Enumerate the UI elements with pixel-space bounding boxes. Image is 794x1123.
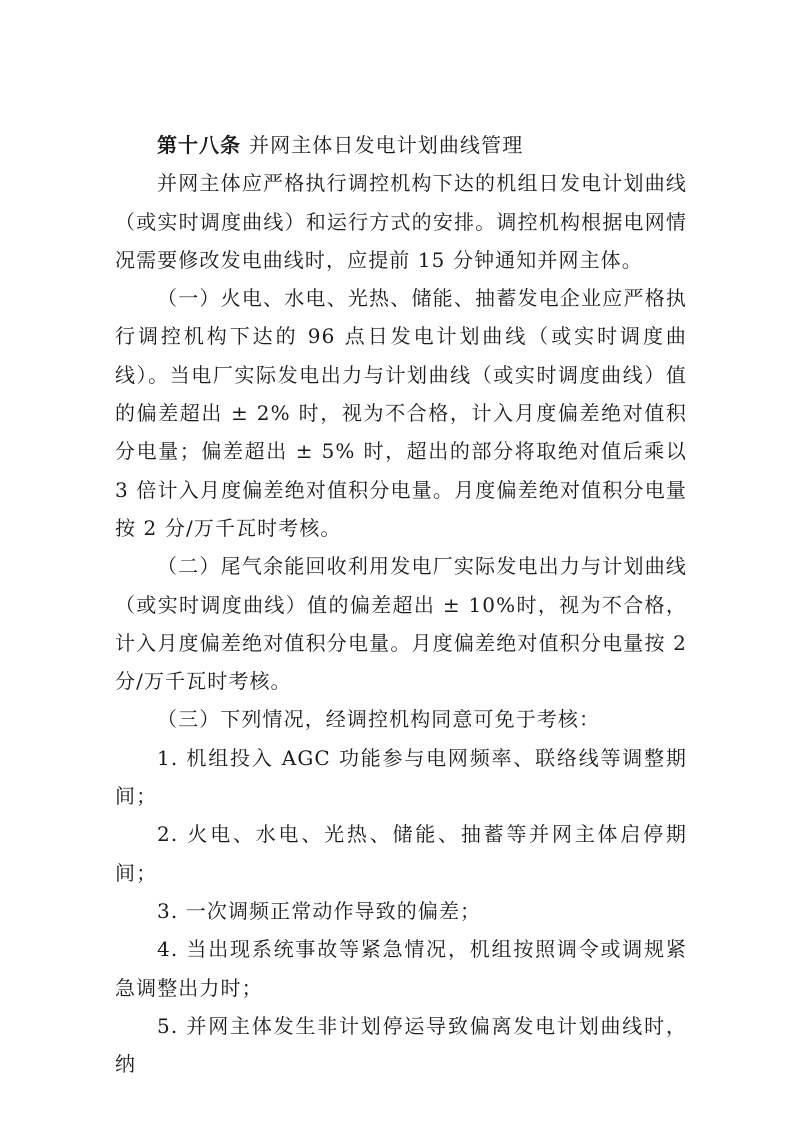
list-item-5: 5. 并网主体发生非计划停运导致偏离发电计划曲线时，纳 xyxy=(115,1013,687,1077)
list-item-4: 4. 当出现系统事故等紧急情况，机组按照调令或调规紧急调整出力时； xyxy=(115,937,687,1000)
paragraph-item-2: （二）尾气余能回收利用发电厂实际发电出力与计划曲线（或实时调度曲线）值的偏差超出 ± 10%时，视为不合格，计入月度偏差绝对值积分电量。月度偏差绝对值积分电量按 2 分/万千瓦时考核。 xyxy=(115,554,695,694)
paragraph-item-3: （三）下列情况，经调控机构同意可免于考核： xyxy=(157,707,601,732)
article-number: 第十八条 xyxy=(157,133,241,157)
list-item-1: 1. 机组投入 AGC 功能参与电网频率、联络线等调整期间； xyxy=(115,745,687,809)
article-heading xyxy=(115,126,687,164)
list-item-3: 3. 一次调频正常动作导致的偏差； xyxy=(157,898,482,923)
document-page xyxy=(115,126,695,1083)
article-title: 并网主体日发电计划曲线管理 xyxy=(249,133,524,157)
list-item-2: 2. 火电、水电、光热、储能、抽蓄等并网主体启停期间； xyxy=(115,822,687,885)
paragraph-intro: 并网主体应严格执行调控机构下达的机组日发电计划曲线（或实时调度曲线）和运行方式的安排。调控机构根据电网情况需要修改发电曲线时，应提前 15 分钟通知并网主体。 xyxy=(115,171,687,272)
paragraph-item-1: （一）火电、水电、光热、储能、抽蓄发电企业应严格执行调控机构下达的 96 点日发电计划曲线（或实时调度曲线）。当电厂实际发电出力与计划曲线（或实时调度曲线）值的偏差超出 ± 2% 时，视为不合格，计入月度偏差绝对值积分电量；偏差超出 ± 5% 时，超出的部分将取绝对值后乘以 3 倍计入月度偏差绝对值积分电量。月度偏差绝对值积分电量按 2 分/万千瓦时考核。 xyxy=(115,286,695,540)
